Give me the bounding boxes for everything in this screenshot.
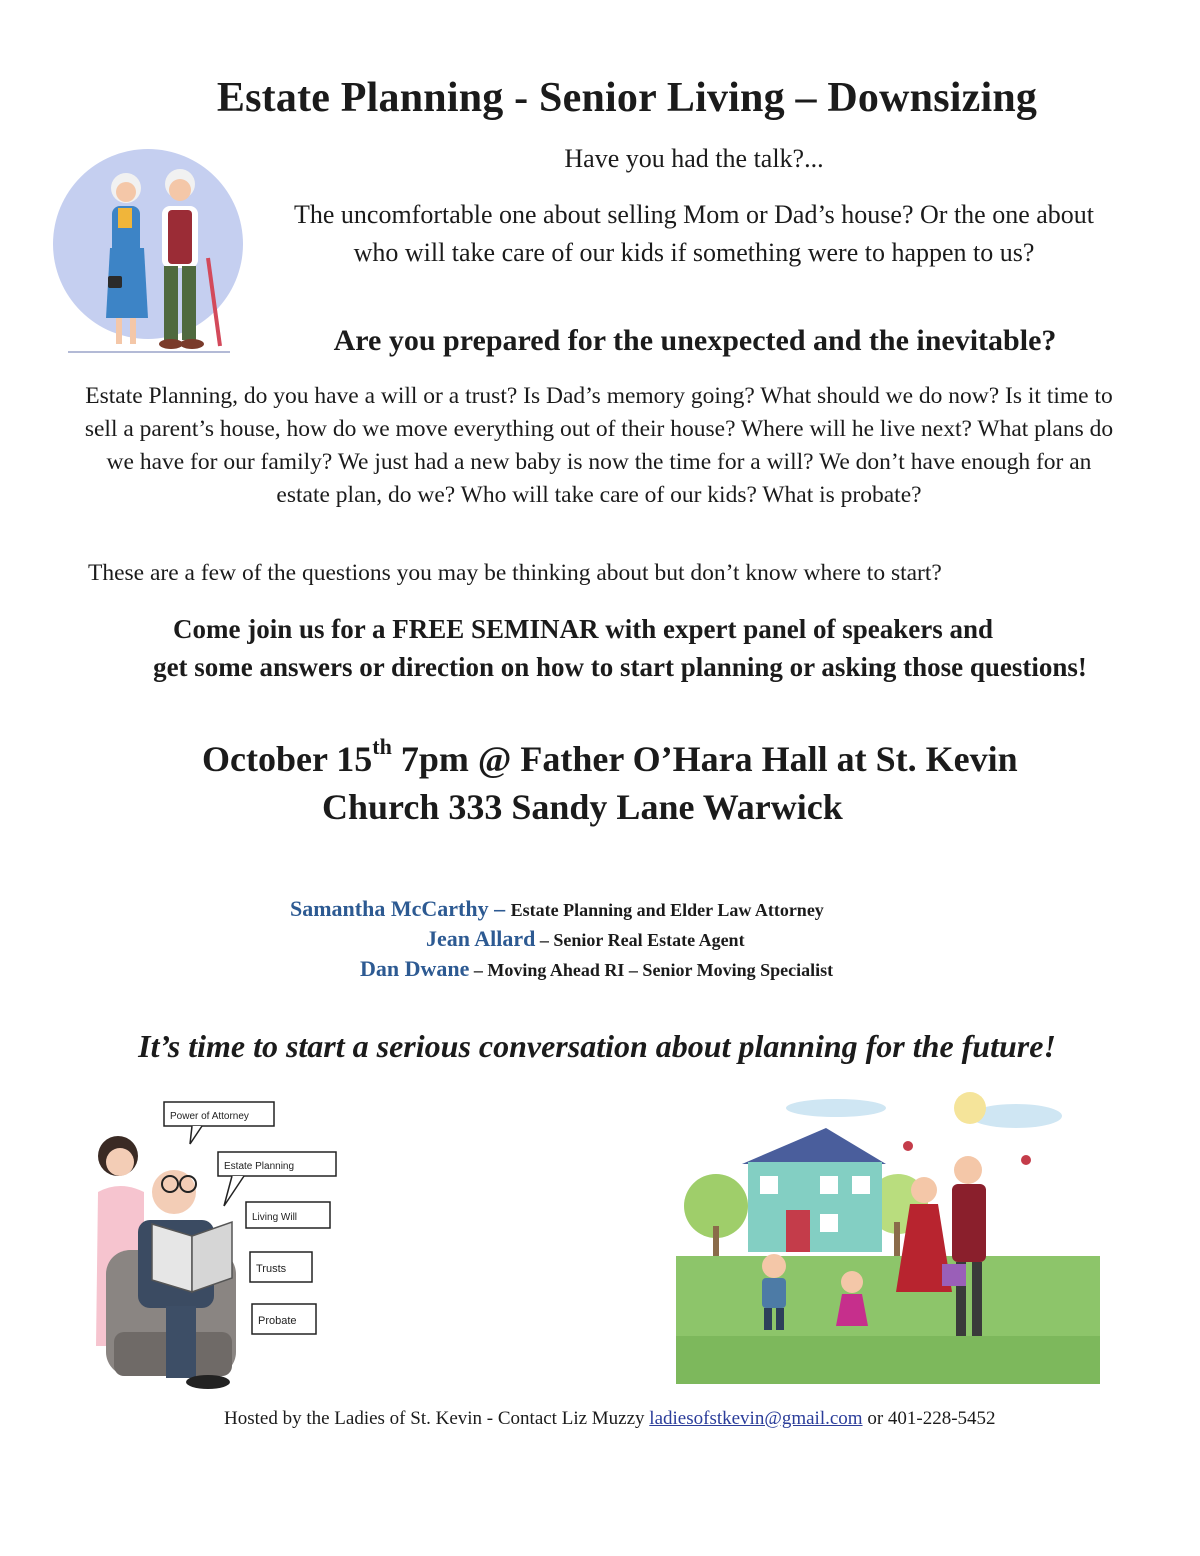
- bubble-estate-planning: Estate Planning: [224, 1161, 295, 1172]
- elderly-reading-illustration: [92, 1096, 348, 1396]
- footer-host-line: [224, 1408, 996, 1430]
- event-ordinal: th: [372, 734, 392, 759]
- seminar-line-1: Come join us for a FREE SEMINAR with expert panel of speakers and: [173, 614, 994, 644]
- speaker-name: Dan Dwane: [360, 956, 470, 981]
- talk-question: Have you had the talk?...: [564, 144, 824, 173]
- bubble-power-of-attorney: Power of Attorney: [170, 1111, 249, 1122]
- event-address-line: Church 333 Sandy Lane Warwick: [322, 787, 843, 827]
- few-questions: These are a few of the questions you may be thinking about but don’t know where to start?: [88, 560, 942, 586]
- speaker-separator: –: [488, 896, 511, 921]
- bubble-probate: Probate: [258, 1315, 297, 1327]
- elderly-couple-illustration: [52, 148, 252, 358]
- family-house-illustration: [676, 1086, 1100, 1384]
- event-time-place: 7pm @ Father O’Hara Hall at St. Kevin: [391, 739, 1018, 779]
- speaker-row: [426, 926, 745, 952]
- event-month-day: October 15: [202, 739, 373, 779]
- event-date-line: [202, 736, 1018, 783]
- speaker-separator: –: [469, 960, 488, 980]
- speaker-separator: –: [535, 930, 554, 950]
- future-tagline: It’s time to start a serious conversation about planning for the future!: [138, 1028, 1056, 1064]
- seminar-line-2: get some answers or direction on how to start planning or asking those questions!: [153, 652, 1087, 682]
- bubble-trusts: Trusts: [256, 1263, 287, 1275]
- speaker-role: Moving Ahead RI – Senior Moving Specialist: [487, 960, 834, 980]
- lead-paragraph: The uncomfortable one about selling Mom or Dad’s house? Or the one about who will take care of our kids if something were to happen to us?: [293, 200, 1095, 267]
- speaker-role: Senior Real Estate Agent: [553, 930, 745, 950]
- prepared-heading: Are you prepared for the unexpected and the inevitable?: [333, 324, 1057, 357]
- seminar-invite: [120, 610, 1120, 686]
- bubble-living-will: Living Will: [252, 1212, 298, 1223]
- speaker-name: Samantha McCarthy: [290, 896, 489, 921]
- speaker-row: [290, 896, 824, 922]
- footer-phone: or 401-228-5452: [862, 1408, 996, 1429]
- page-title: Estate Planning - Senior Living – Downsizing: [216, 75, 1038, 121]
- speaker-name: Jean Allard: [426, 926, 536, 951]
- footer-hosted: Hosted by the Ladies of St. Kevin - Contact Liz Muzzy: [224, 1408, 650, 1429]
- contact-email-link[interactable]: ladiesofstkevin@gmail.com: [649, 1408, 863, 1429]
- questions-paragraph: Estate Planning, do you have a will or a trust? Is Dad’s memory going? What should we do now? Is it time to sell a parent’s house, how do we move everything out of their house? Where will he live next? What plans do we have for our family? We just had a new baby is now the time for a will? We don’t have enough for an estate plan, do we? Who will take care of our kids? What is probate?: [84, 383, 1114, 508]
- speaker-row: [360, 956, 833, 982]
- speaker-role: Estate Planning and Elder Law Attorney: [510, 900, 824, 920]
